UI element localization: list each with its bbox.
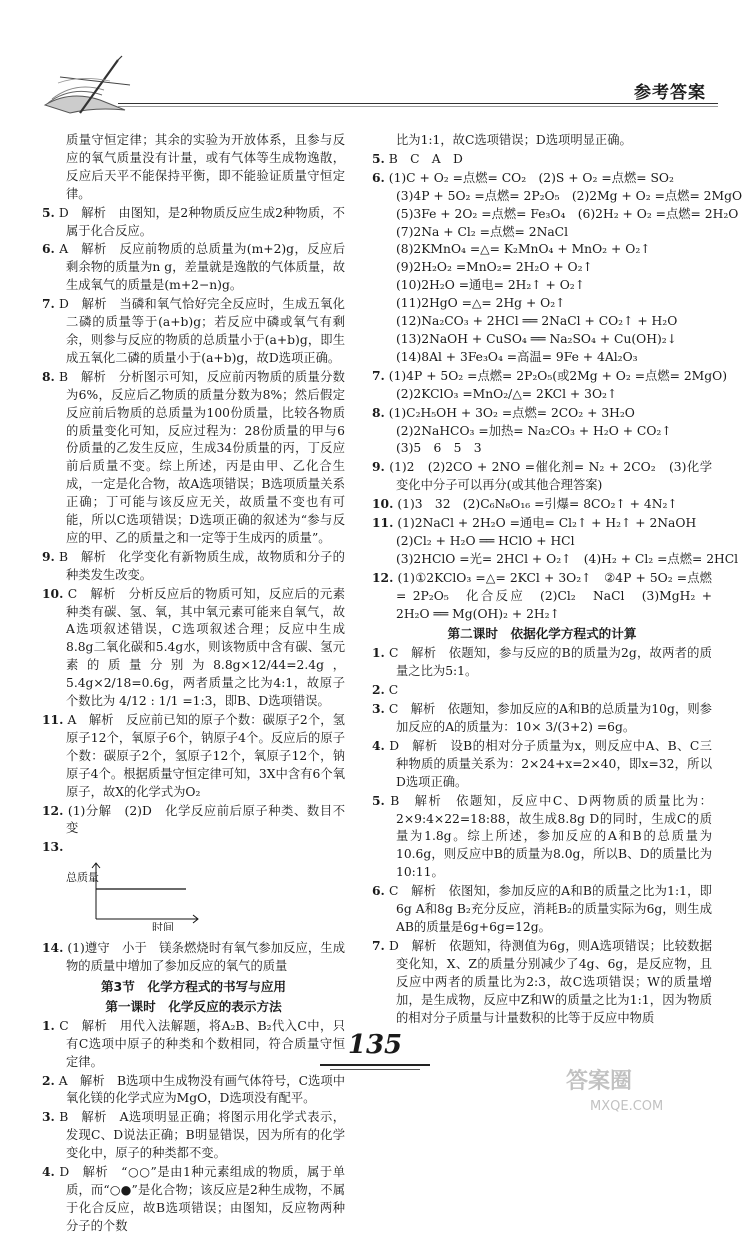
equation-line <box>372 188 743 206</box>
answer-number: 8. <box>372 404 385 420</box>
answer-item <box>372 132 712 150</box>
answer-number: 3. <box>42 1109 55 1125</box>
answer-number: 10. <box>42 585 64 601</box>
answer-number: 11. <box>42 712 64 727</box>
left-answers <box>42 132 345 976</box>
equation-line <box>372 514 712 533</box>
equation-line <box>372 224 712 242</box>
answer-item <box>42 368 345 548</box>
equation-line <box>372 423 712 441</box>
answer-item <box>372 458 712 495</box>
answer-item <box>372 700 712 737</box>
answer-number: 2. <box>372 682 385 698</box>
answer-text: D 解析 当磷和氧气恰好完全反应时，生成五氧化二磷的质量等于(a+b)g；若反应中磷或氧气有剩余，则参与反应的物质的总质量小于(a+b)g，即生成五氧化二磷的质量小于(a+b)g，故D选项正确。 <box>59 297 345 365</box>
answer-item <box>42 204 345 241</box>
answer-item <box>42 585 345 711</box>
page-header <box>0 0 750 120</box>
answer-item <box>42 1017 345 1072</box>
answer-text: (1)2NaCl + 2H₂O =通电= Cl₂↑ + H₂↑ + 2NaOH <box>397 516 697 531</box>
answer-number: 1. <box>42 1017 55 1033</box>
answer-text: C <box>388 683 399 698</box>
answer-text: B 解析 依题知，反应中C、D两物质的质量比为：2×9:4×22=18:88，故生成8.8g D的同时，生成C的质量为1.8g。综上所述，参加反应的A和B的总质量为10.6g，则反应中B的质量为8.0g，所以B、D的质量比为10:11。 <box>390 793 712 880</box>
answer-number: 10. <box>372 496 394 512</box>
equation-line <box>372 259 712 277</box>
answer-number: 8. <box>42 368 55 384</box>
page-number: 135 <box>347 1030 403 1060</box>
answer-text: B 解析 分析图示可知，反应前丙物质的质量分数为6%，反应后乙物质的质量分数为8%；然后假定反应前后物质的总质量为100份质量，比较各物质的质量变化可知，反应过程为：28份质量的甲与6份质量的乙发生反应，生成34份质量的丙，丁反应前后质量不变。综上所述，丙是由甲、乙化合生成，一定是化合物，故A选项错误；B选项质量关系正确；丁可能与该反应无关，故质量不变也有可能，所以C选项错误；D选项正确的叙述为“参与反应的甲、乙的质量之和一定等于生成丙的质量”。 <box>59 369 345 545</box>
left-column <box>42 132 345 1236</box>
book-pen-logo-icon <box>40 55 135 120</box>
x-axis-label: 时间 <box>152 921 174 932</box>
answer-item <box>42 132 345 204</box>
answer-text: D 解析 设B的相对分子质量为x，则反应中A、B、C三种物质的质量关系为：2×24+x=2×40，即x=32，所以D选项正确。 <box>389 738 712 789</box>
section-title: 参考答案 <box>634 83 706 103</box>
answer-item <box>42 711 345 802</box>
answer-text: 比为1:1，故C选项错误；D选项明显正确。 <box>396 133 632 147</box>
answer-item <box>42 548 345 585</box>
answer-text: B 解析 A选项明显正确；将图示用化学式表示，发现C、D说法正确；B明显错误，因为所有的化学变化中，原子的种类都不变。 <box>59 1110 345 1161</box>
answer-text: A 解析 反应前物质的总质量为(m+2)g，反应后剩余物的质量为n g，差量就是逸散的气体质量，故生成氧气的质量是(m+2−n)g。 <box>59 242 345 293</box>
answer-text: (8)2KMnO₄ =△= K₂MnO₄ + MnO₂ + O₂↑ <box>396 242 651 257</box>
answer-number: 4. <box>42 1164 55 1180</box>
answer-text: D 解析 “○○”是由1种元素组成的物质，属于单质，而“○●”是化合物；该反应是2种生成物，不属于化合反应，故B选项错误；由图知，反应物两种分子的个数 <box>59 1165 345 1233</box>
answer-text: (11)2HgO =△= 2Hg + O₂↑ <box>396 296 566 311</box>
answer-text: (14)8Al + 3Fe₃O₄ =高温= 9Fe + 4Al₂O₃ <box>396 349 638 364</box>
answer-item <box>42 802 345 839</box>
answer-text: (1)C + O₂ =点燃= CO₂ (2)S + O₂ =点燃= SO₂ <box>388 170 674 185</box>
answer-item <box>372 569 712 624</box>
answer-number: 3. <box>372 701 385 717</box>
answer-number: 6. <box>372 883 385 899</box>
answer-item <box>372 644 712 681</box>
y-axis-label: 总质量 <box>66 871 99 885</box>
answer-item <box>42 1072 345 1109</box>
answer-number: 6. <box>42 241 55 257</box>
answer-text: (1)3 32 (2)C₆N₈O₁₆ =引爆= 8CO₂↑ + 4N₂↑ <box>397 497 678 512</box>
header-rule <box>118 103 718 104</box>
answer-number: 9. <box>372 459 385 475</box>
equation-line <box>372 331 712 349</box>
answer-text: (12)Na₂CO₃ + 2HCl ══ 2NaCl + CO₂↑ + H₂O <box>396 314 678 329</box>
answer-number: 7. <box>42 296 55 312</box>
answer-number: 9. <box>42 548 55 564</box>
answer-text: A 解析 B选项中生成物没有画气体符号，C选项中氧化镁的化学式应为MgO，D选项没有配平。 <box>58 1073 345 1106</box>
page-number-rule-thin <box>330 1069 420 1070</box>
answer-text: C 解析 依题知，参与反应的B的质量为2g，故两者的质量之比为5:1。 <box>389 646 712 679</box>
answer-text: (3)2HClO =光= 2HCl + O₂↑ (4)H₂ + Cl₂ =点燃= 2HCl <box>396 551 739 566</box>
answer-number: 11. <box>372 515 394 531</box>
answer-item <box>42 1163 345 1236</box>
equation-line <box>372 349 712 367</box>
answer-number: 5. <box>372 792 385 808</box>
answer-text: C 解析 依题知，参加反应的A和B的总质量为10g，则参加反应的A的质量为：10× 3/(3+2) =6g。 <box>388 702 712 734</box>
answer-text: (9)2H₂O₂ =MnO₂= 2H₂O + O₂↑ <box>396 260 593 275</box>
answer-text: D 解析 由图知，是2种物质反应生成2种物质，不属于化合反应。 <box>58 205 345 238</box>
answer-text: (1)C₂H₅OH + 3O₂ =点燃= 2CO₂ + 3H₂O <box>388 405 635 420</box>
equation-line <box>372 367 727 386</box>
lesson1-heading: 第一课时 化学反应的表示方法 <box>105 998 282 1014</box>
answer-text: (2)2NaHCO₃ =加热= Na₂CO₃ + H₂O + CO₂↑ <box>396 423 672 438</box>
answer-number: 5. <box>372 150 385 166</box>
equation-line <box>372 277 712 295</box>
equation-line <box>372 313 712 331</box>
equation-line <box>372 386 712 404</box>
right-column <box>372 132 743 1027</box>
equation-line <box>372 533 712 551</box>
answer-text: C 解析 用代入法解题，将A₂B、B₂代入C中，只有C选项中原子的种类和个数相同，符合质量守恒定律。 <box>59 1018 345 1069</box>
answer-text: (2)Cl₂ + H₂O ══ HClO + HCl <box>396 533 575 548</box>
equation-line <box>372 169 712 188</box>
answer-item <box>372 681 712 700</box>
answer-item <box>372 792 712 883</box>
answer-item <box>42 295 345 368</box>
answer-item <box>372 150 712 169</box>
answer-item <box>42 939 345 976</box>
section-heading: 第3节 化学方程式的书写与应用 <box>100 978 287 994</box>
equation-line <box>372 404 712 423</box>
answer-item <box>42 1108 345 1163</box>
answer-text: (1)①2KClO₃ =△= 2KCl + 3O₂↑ ②4P + 5O₂ =点燃= 2P₂O₅ 化合反应 (2)Cl₂ NaCl (3)MgH₂ + 2H₂O ══ Mg(OH)₂ + 2H₂↑ <box>396 570 712 621</box>
answer-item <box>42 838 345 857</box>
answer-text: C 解析 分析反应后的物质可知，反应后的元素种类有碳、氢、氧，其中氧元素可能来自氧气，故A选项叙述错误，C选项叙述合理；反应中生成8.8g二氧化碳和5.4g水，则该物质中含有碳、氢元素的质量分别为8.8g×12/44=2.4g，5.4g×2/18=0.6g，两者质量之比为4:1，故原子个数比为 4/12 : 1/1 =1:3，即B、D选项错误。 <box>66 586 345 709</box>
answer-number: 2. <box>42 1072 55 1088</box>
equation-line <box>372 551 739 569</box>
answer-item <box>372 937 712 1028</box>
answer-text: B C A D <box>388 151 463 166</box>
answer-text: (2)2KClO₃ =MnO₂/△= 2KCl + 3O₂↑ <box>396 386 618 401</box>
answer-text: (3)5 6 5 3 <box>396 441 482 456</box>
answer-item <box>42 240 345 295</box>
lesson2-heading: 第二课时 依据化学方程式的计算 <box>447 626 637 642</box>
answer-number: 6. <box>372 169 385 185</box>
answer-text: B 解析 化学变化有新物质生成，故物质和分子的种类发生改变。 <box>59 549 345 582</box>
watermark-text: 答案圈 <box>566 1069 633 1094</box>
answer-item <box>372 882 712 937</box>
answer-text: (1)4P + 5O₂ =点燃= 2P₂O₅(或2Mg + O₂ =点燃= 2MgO) <box>388 368 727 383</box>
answer-text: A 解析 反应前已知的原子个数：碳原子2个，氢原子12个，氧原子6个，钠原子4个。反应后的原子个数：碳原子2个，氢原子12个，氧原子12个，钠原子4个。根据质量守恒定律可知，3X中含有6个氧原子，故X的化学式为O₂ <box>66 713 345 799</box>
equation-line <box>372 295 712 313</box>
header-rule-thin <box>118 106 718 107</box>
answer-text: (1)遵守 小于 镁条燃烧时有氧气参加反应，生成物的质量中增加了参加反应的氧气的质量 <box>66 941 345 974</box>
answer-number: 1. <box>372 645 385 661</box>
answer-text: (3)4P + 5O₂ =点燃= 2P₂O₅ (2)2Mg + O₂ =点燃= 2MgO <box>396 188 743 203</box>
answer-text: (5)3Fe + 2O₂ =点燃= Fe₃O₄ (6)2H₂ + O₂ =点燃= 2H₂O <box>396 206 739 221</box>
watermark-sub: MXQE.COM <box>590 1099 664 1114</box>
equation-line <box>372 495 712 514</box>
answer-text: C 解析 依图知，参加反应的A和B的质量之比为1:1，即6g A和8g B₂充分反应，消耗B₂的质量实际为6g，则生成AB的质量是6g+6g=12g。 <box>388 884 712 934</box>
answer-number: 7. <box>372 937 385 953</box>
mass-time-graph <box>66 859 206 931</box>
page-number-rule <box>320 1064 430 1066</box>
answer-number: 14. <box>42 940 64 956</box>
answer-text: (10)2H₂O =通电= 2H₂↑ + O₂↑ <box>396 278 586 293</box>
answer-number: 5. <box>42 204 55 220</box>
answer-item <box>372 737 712 792</box>
answer-text: D 解析 依题知，待测值为6g，则A选项错误；比较数据变化知，X、Z的质量分别减少了4g、6g，是反应物，且反应中两者的质量比为2:3，故C选项错误；W的质量增加，是生成物，反应中Z和W的质量之比为1:1，因为物质的相对分子质量与计量数积的比等于反应中物质 <box>388 938 712 1025</box>
answer-text: (13)2NaOH + CuSO₄ ══ Na₂SO₄ + Cu(OH)₂↓ <box>396 331 678 346</box>
left-answers-b <box>42 1017 345 1236</box>
answer-text: (1)2 (2)2CO + 2NO =催化剂= N₂ + 2CO₂ (3)化学变化中分子可以再分(或其他合理答案) <box>389 460 712 493</box>
right-answers-b <box>372 644 712 1027</box>
answer-text: (7)2Na + Cl₂ =点燃= 2NaCl <box>396 224 569 239</box>
equation-line <box>372 440 712 458</box>
answer-number: 4. <box>372 737 385 753</box>
answer-text: 质量守恒定律；其余的实验为开放体系，且参与反应的氧气质量没有计量，或有气体等生成物逸散，反应后天平不能保持平衡，即不能验证质量守恒定律。 <box>66 133 345 201</box>
answer-text: (1)分解 (2)D 化学反应前后原子种类、数目不变 <box>66 803 345 836</box>
answer-number: 12. <box>372 569 394 585</box>
watermark-logo <box>560 1062 720 1118</box>
answer-number: 12. <box>42 802 64 818</box>
answer-number: 7. <box>372 367 385 383</box>
equation-line <box>372 206 739 224</box>
right-answers <box>372 132 743 623</box>
answer-number: 13. <box>42 839 64 855</box>
equation-line <box>372 241 712 259</box>
